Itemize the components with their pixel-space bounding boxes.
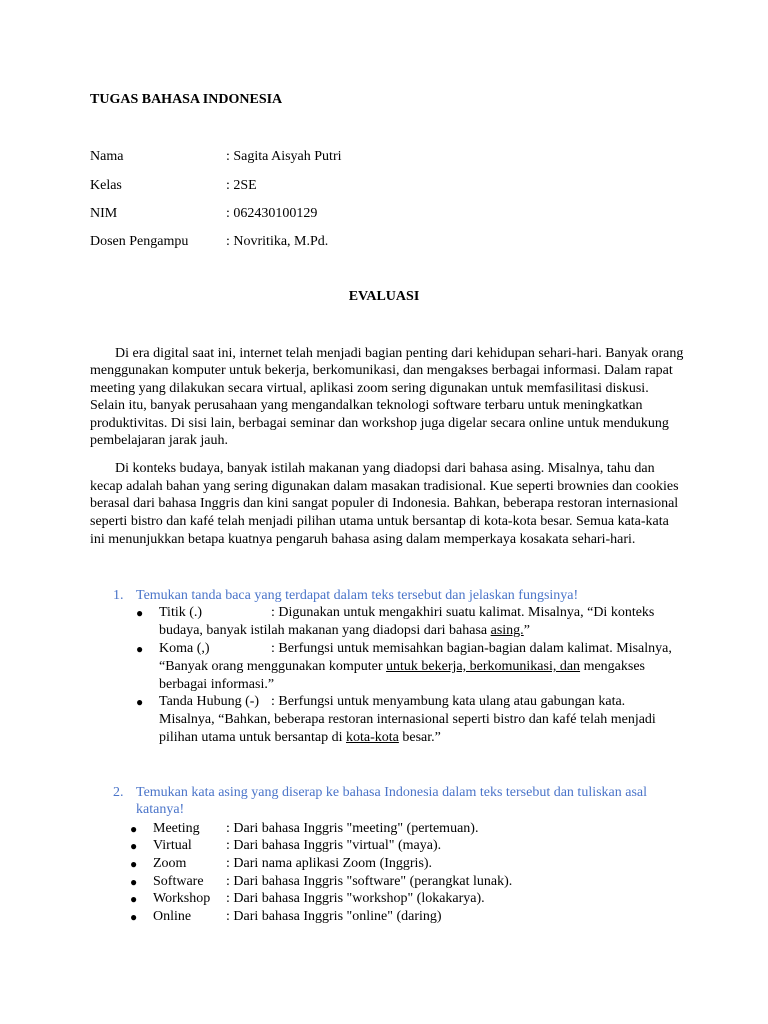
bullet-icon: ●	[130, 839, 138, 853]
info-value-kelas: : 2SE	[226, 178, 257, 193]
bullet-icon: ●	[136, 695, 144, 709]
loanword-origin: : Dari bahasa Inggris "virtual" (maya).	[226, 838, 442, 853]
underlined-example: untuk bekerja, berkomunikasi, dan	[386, 659, 581, 674]
answer-fragment: pilihan utama untuk bersantap di	[159, 730, 347, 745]
answer-text: : Digunakan untuk mengakhiri suatu kalimat. Misalnya, “Di konteks	[271, 605, 655, 620]
answer-label-titik: Titik (.)	[159, 605, 203, 620]
paragraph-line: kecap adalah bahan yang sering digunakan dalam masakan tradisional. Kue seperti brownies dan cookies	[90, 479, 679, 494]
bullet-icon: ●	[130, 910, 138, 924]
bullet-icon: ●	[130, 892, 138, 906]
paragraph-line: berasal dari bahasa Inggris dan kini sangat populer di Indonesia. Bahkan, beberapa restoran internasional	[90, 496, 679, 511]
bullet-icon: ●	[136, 606, 144, 620]
loanword-origin: : Dari bahasa Inggris "workshop" (lokakarya).	[226, 891, 485, 906]
bullet-icon: ●	[136, 642, 144, 656]
answer-text: : Berfungsi untuk memisahkan bagian-bagian dalam kalimat. Misalnya,	[271, 641, 672, 656]
loanword-origin: : Dari bahasa Inggris "online" (daring)	[226, 909, 442, 924]
paragraph-line: pembelajaran jarak jauh.	[90, 433, 228, 448]
paragraph-line: meeting yang dilakukan secara virtual, aplikasi zoom sering digunakan untuk memfasilitasi diskusi.	[90, 381, 649, 396]
loanword-origin: : Dari bahasa Inggris "software" (perangkat lunak).	[226, 874, 513, 889]
loanword: Workshop	[153, 891, 211, 906]
section-heading: EVALUASI	[348, 289, 420, 304]
question-number: 1.	[113, 588, 124, 603]
answer-text	[159, 729, 441, 747]
answer-text	[159, 658, 645, 676]
info-label-dosen: Dosen Pengampu	[90, 234, 189, 249]
answer-fragment: mengakses	[580, 659, 645, 674]
answer-text: : Berfungsi untuk menyambung kata ulang atau gabungan kata.	[271, 694, 626, 709]
answer-label-hubung: Tanda Hubung (-)	[159, 694, 260, 709]
paragraph-line: produktivitas. Di sisi lain, berbagai seminar dan workshop juga digelar secara online untuk mendukung	[90, 416, 669, 431]
question-text: Temukan tanda baca yang terdapat dalam teks tersebut dan jelaskan fungsinya!	[136, 588, 579, 603]
answer-text	[159, 622, 530, 640]
question-number: 2.	[113, 785, 124, 800]
info-value-nim: : 062430100129	[226, 206, 318, 221]
bullet-icon: ●	[130, 822, 138, 836]
answer-fragment: besar.”	[398, 730, 441, 745]
loanword: Zoom	[153, 856, 187, 871]
loanword-origin: : Dari nama aplikasi Zoom (Inggris).	[226, 856, 433, 871]
answer-fragment: ”	[523, 623, 530, 638]
document-title: TUGAS BAHASA INDONESIA	[90, 92, 283, 107]
info-value-nama: : Sagita Aisyah Putri	[226, 149, 342, 164]
loanword: Software	[153, 874, 204, 889]
answer-text: berbagai informasi.”	[159, 677, 275, 692]
answer-fragment: “Banyak orang menggunakan komputer	[159, 659, 387, 674]
paragraph-line: Selain itu, banyak perusahaan yang mengandalkan teknologi software terbaru untuk meningkatkan	[90, 398, 643, 413]
info-label-nim: NIM	[90, 206, 118, 221]
loanword-origin: : Dari bahasa Inggris "meeting" (pertemuan).	[226, 821, 479, 836]
bullet-icon: ●	[130, 875, 138, 889]
underlined-example: asing.	[490, 623, 524, 638]
loanword: Virtual	[153, 838, 192, 853]
info-label-kelas: Kelas	[90, 178, 122, 193]
question-text: Temukan kata asing yang diserap ke bahasa Indonesia dalam teks tersebut dan tuliskan asal	[136, 785, 648, 800]
paragraph-line: Di era digital saat ini, internet telah menjadi bagian penting dari kehidupan sehari-hari. Banyak orang	[115, 346, 684, 361]
paragraph-line: Di konteks budaya, banyak istilah makanan yang diadopsi dari bahasa asing. Misalnya, tahu dan	[115, 461, 655, 476]
paragraph-line: ini menunjukkan betapa kuatnya pengaruh bahasa asing dalam memperkaya kosakata sehari-hari.	[90, 532, 636, 547]
bullet-icon: ●	[130, 857, 138, 871]
question-text: katanya!	[136, 802, 185, 817]
loanword: Meeting	[153, 821, 200, 836]
paragraph-line: seperti bistro dan kafé telah menjadi pilihan utama untuk bersantap di kota-kota besar. Semua kata-kata	[90, 514, 669, 529]
paragraph-line: menggunakan komputer untuk bekerja, berkomunikasi, dan mengakses berbagai informasi. Dalam rapat	[90, 363, 673, 378]
info-value-dosen: : Novritika, M.Pd.	[226, 234, 329, 249]
answer-fragment: budaya, banyak istilah makanan yang diadopsi dari bahasa	[159, 623, 491, 638]
answer-label-koma: Koma (,)	[159, 641, 210, 656]
underlined-example: kota-kota	[346, 730, 399, 745]
info-label-nama: Nama	[90, 149, 124, 164]
answer-text: Misalnya, “Bahkan, beberapa restoran internasional seperti bistro dan kafé telah menjadi	[159, 712, 656, 727]
loanword: Online	[153, 909, 192, 924]
